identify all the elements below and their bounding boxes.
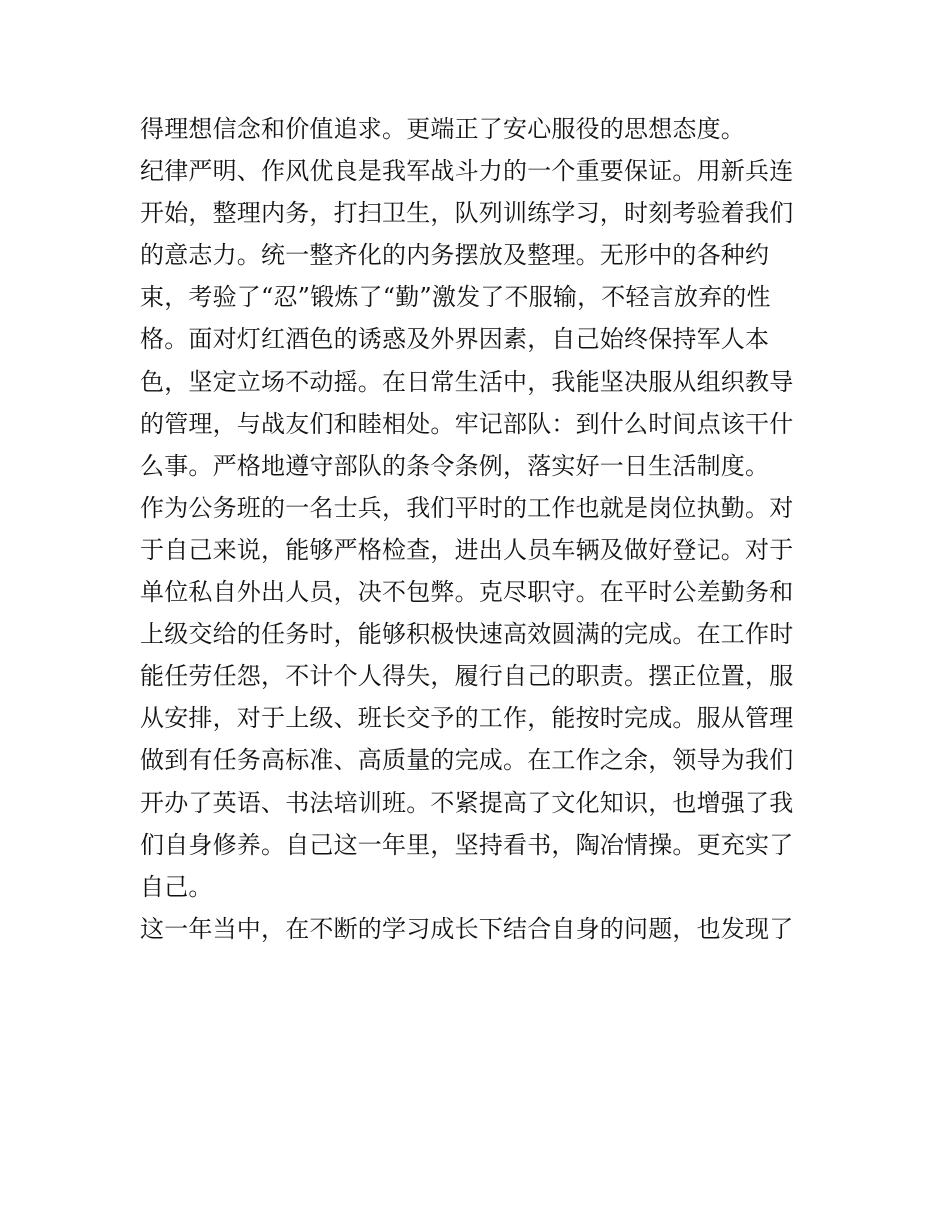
text-line: 自己。 bbox=[140, 872, 213, 901]
text-line: 从安排，对于上级、班长交予的工作，能按时完成。服从管理 bbox=[140, 704, 794, 733]
text-line: 单位私自外出人员，决不包弊。克尽职守。在平时公差勤务和 bbox=[140, 578, 794, 607]
text-line: 做到有任务高标准、高质量的完成。在工作之余，领导为我们 bbox=[140, 746, 794, 775]
text-line: 上级交给的任务时，能够积极快速高效圆满的完成。在工作时 bbox=[140, 620, 794, 649]
text-line: 这一年当中，在不断的学习成长下结合自身的问题，也发现了 bbox=[140, 914, 794, 943]
text-line: 能任劳任怨，不计个人得失，履行自己的职责。摆正位置，服 bbox=[140, 662, 794, 691]
text-line: 于自己来说，能够严格检查，进出人员车辆及做好登记。对于 bbox=[140, 535, 794, 564]
text-line: 作为公务班的一名士兵，我们平时的工作也就是岗位执勤。对 bbox=[140, 493, 794, 522]
text-line: 格。面对灯红酒色的诱惑及外界因素，自己始终保持军人本 bbox=[140, 325, 770, 354]
text-line: 色，坚定立场不动摇。在日常生活中，我能坚决服从组织教导 bbox=[140, 367, 794, 396]
text-line: 开始，整理内务，打扫卫生，队列训练学习，时刻考验着我们 bbox=[140, 199, 794, 228]
text-line: 开办了英语、书法培训班。不紧提高了文化知识，也增强了我 bbox=[140, 788, 794, 817]
text-line: 纪律严明、作风优良是我军战斗力的一个重要保证。用新兵连 bbox=[140, 157, 794, 186]
text-line: 们自身修养。自己这一年里，坚持看书，陶冶情操。更充实了 bbox=[140, 830, 794, 859]
text-line: 得理想信念和价值追求。更端正了安心服役的思想态度。 bbox=[140, 115, 745, 143]
document-body bbox=[140, 108, 820, 950]
text-line: 么事。严格地遵守部队的条令条例，落实好一日生活制度。 bbox=[140, 451, 770, 480]
text-line: 的意志力。统一整齐化的内务摆放及整理。无形中的各种约 bbox=[140, 241, 770, 270]
text-line: 束，考验了“忍”锻炼了“勤”激发了不服输，不轻言放弃的性 bbox=[140, 283, 771, 312]
text-line: 的管理，与战友们和睦相处。牢记部队：到什么时间点该干什 bbox=[140, 409, 794, 438]
